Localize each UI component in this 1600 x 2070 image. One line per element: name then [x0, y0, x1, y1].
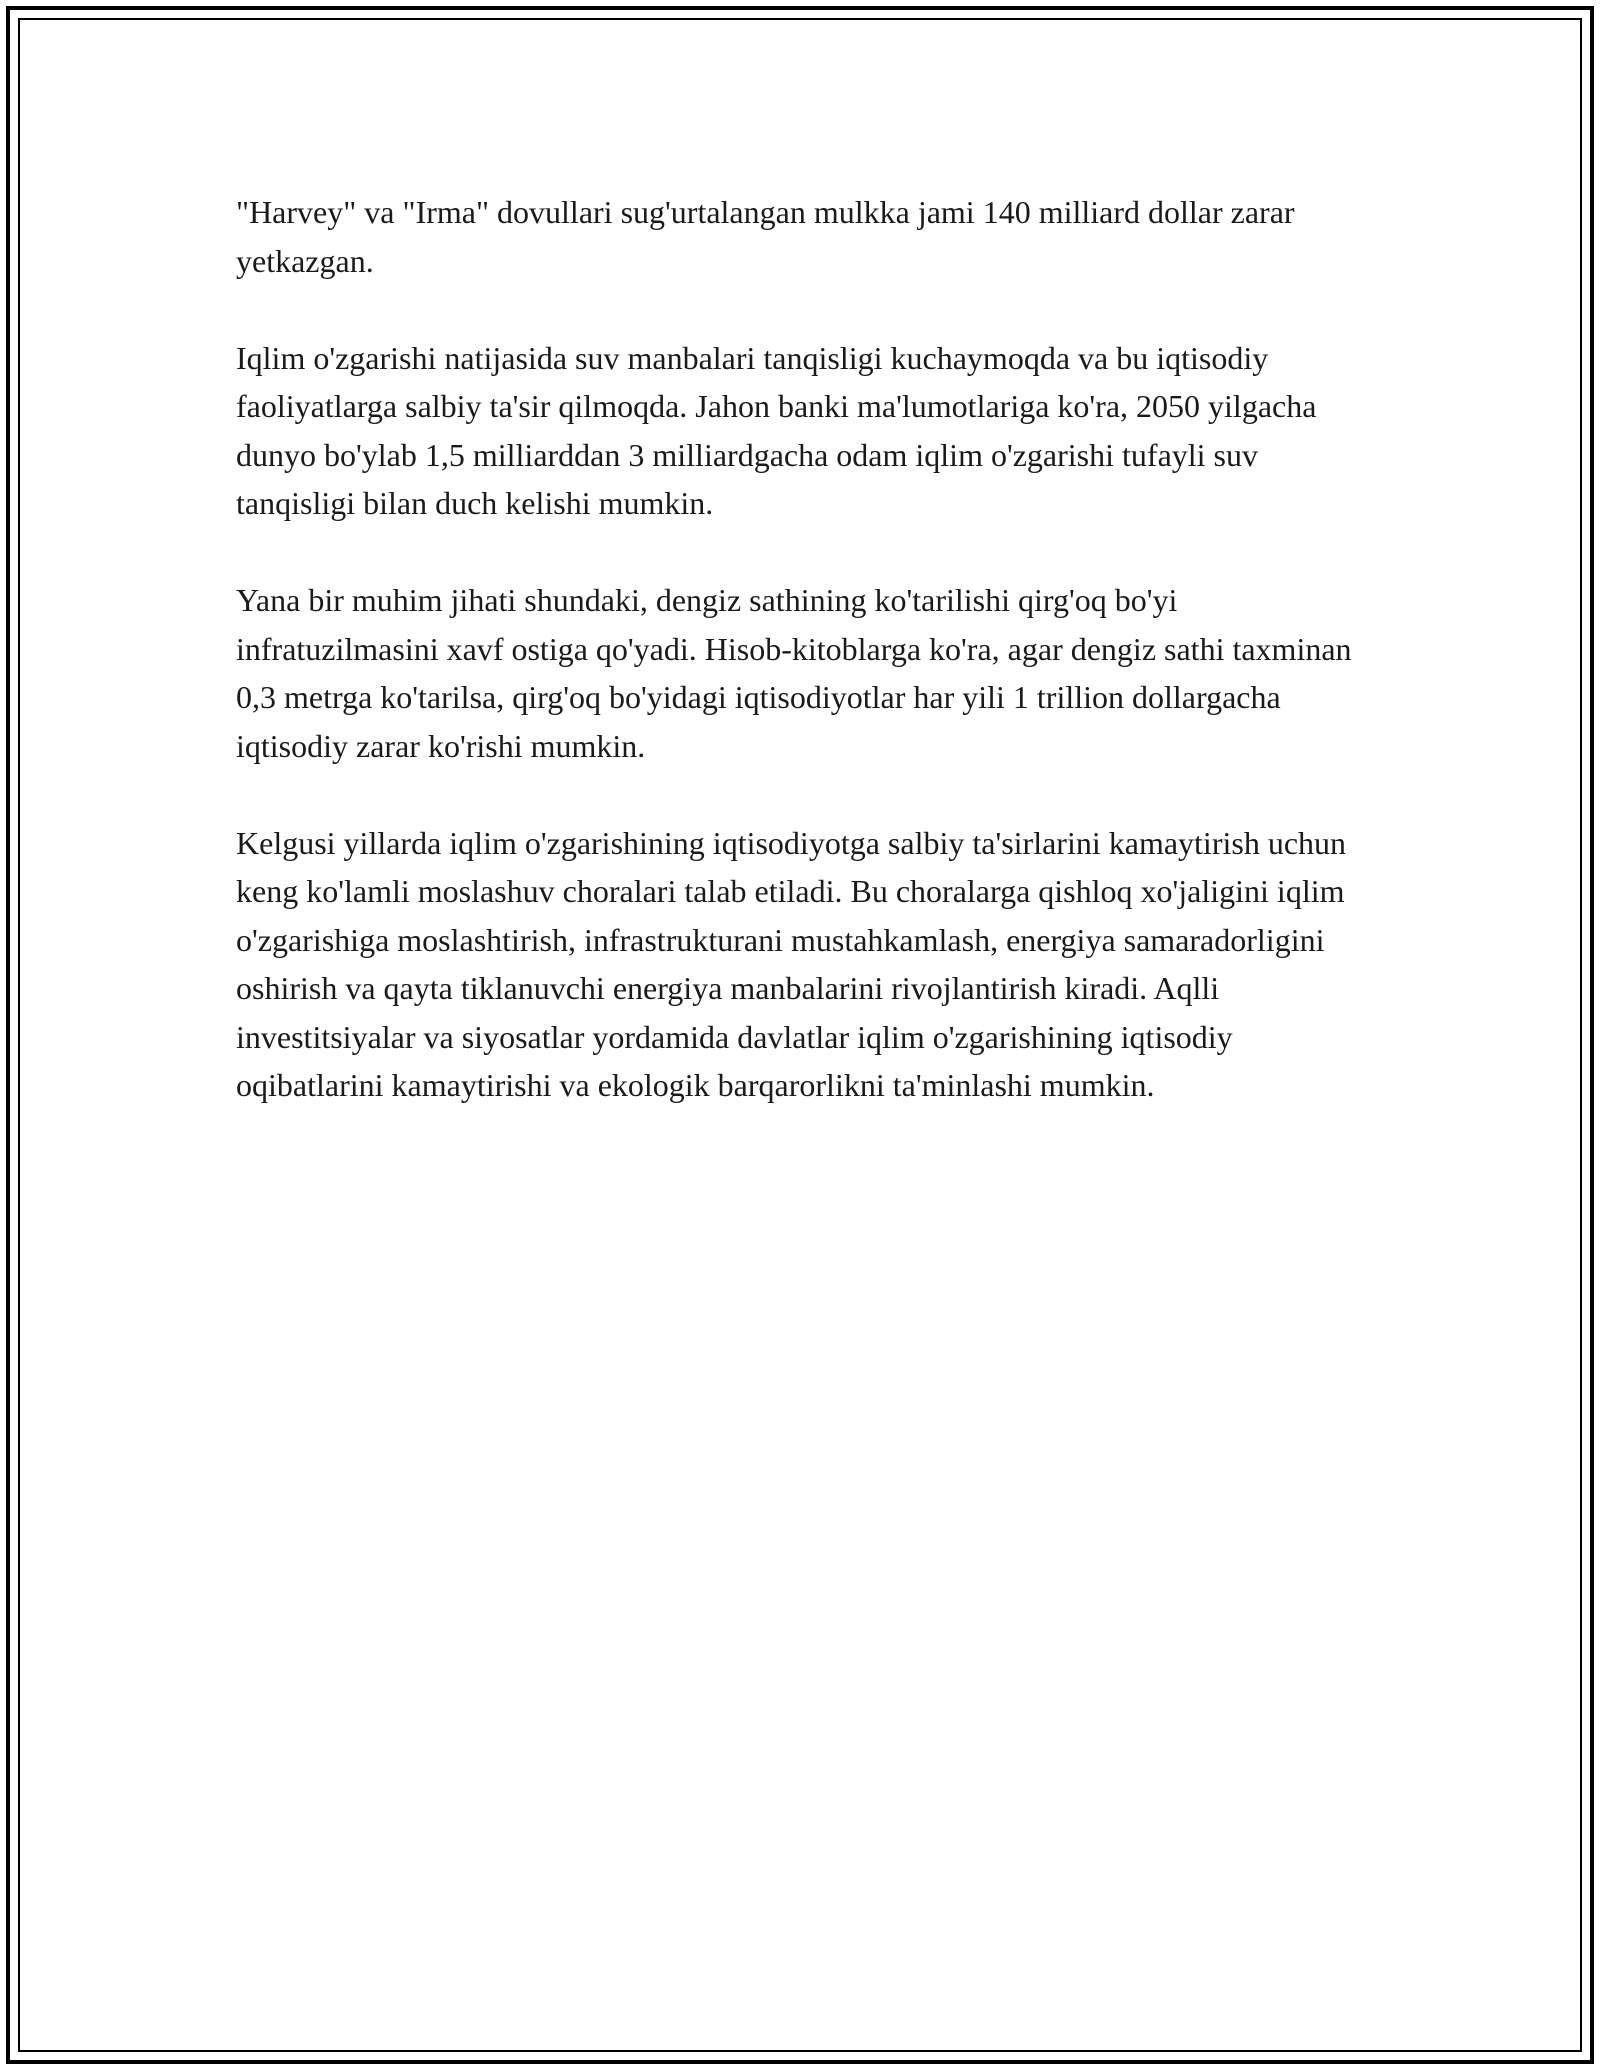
paragraph-hurricane-damage: "Harvey" va "Irma" dovullari sug'urtalangan mulkka jami 140 milliard dollar zarar yetkazgan. — [236, 194, 1295, 279]
paragraph-water-scarcity: Iqlim o'zgarishi natijasida suv manbalari tanqisligi kuchaymoqda va bu iqtisodiy faoliyatlarga salbiy ta'sir qilmoqda. Jahon banki ma'lumotlariga ko'ra, 2050 yilgacha dunyo bo'ylab 1,5 milliarddan 3 milliardgacha odam iqlim o'zgarishi tufayli suv tanqisligi bilan duch kelishi mumkin. — [236, 339, 1317, 521]
paragraph-sea-level-rise: Yana bir muhim jihati shundaki, dengiz sathining ko'tarilishi qirg'oq bo'yi infratuzilmasini xavf ostiga qo'yadi. Hisob-kitoblarga ko'ra, agar dengiz sathi taxminan 0,3 metrga ko'tarilsa, qirg'oq bo'yidagi iqtisodiyotlar har yili 1 trillion dollargacha iqtisodiy zarar ko'rishi mumkin. — [236, 582, 1352, 764]
paragraph-adaptation-measures: Kelgusi yillarda iqlim o'zgarishining iqtisodiyotga salbiy ta'sirlarini kamaytirish uchun keng ko'lamli moslashuv choralari talab etiladi. Bu choralarga qishloq xo'jaligini iqlim o'zgarishiga moslashtirish, infrastrukturani mustahkamlash, energiya samaradorligini oshirish va qayta tiklanuvchi energiya manbalarini rivojlantirish kiradi. Aqlli investitsiyalar va siyosatlar yordamida davlatlar iqlim o'zgarishining iqtisodiy oqibatlarini kamaytirishi va ekologik barqarorlikni ta'minlashi mumkin. — [236, 824, 1347, 1103]
document-body — [236, 188, 1376, 1158]
